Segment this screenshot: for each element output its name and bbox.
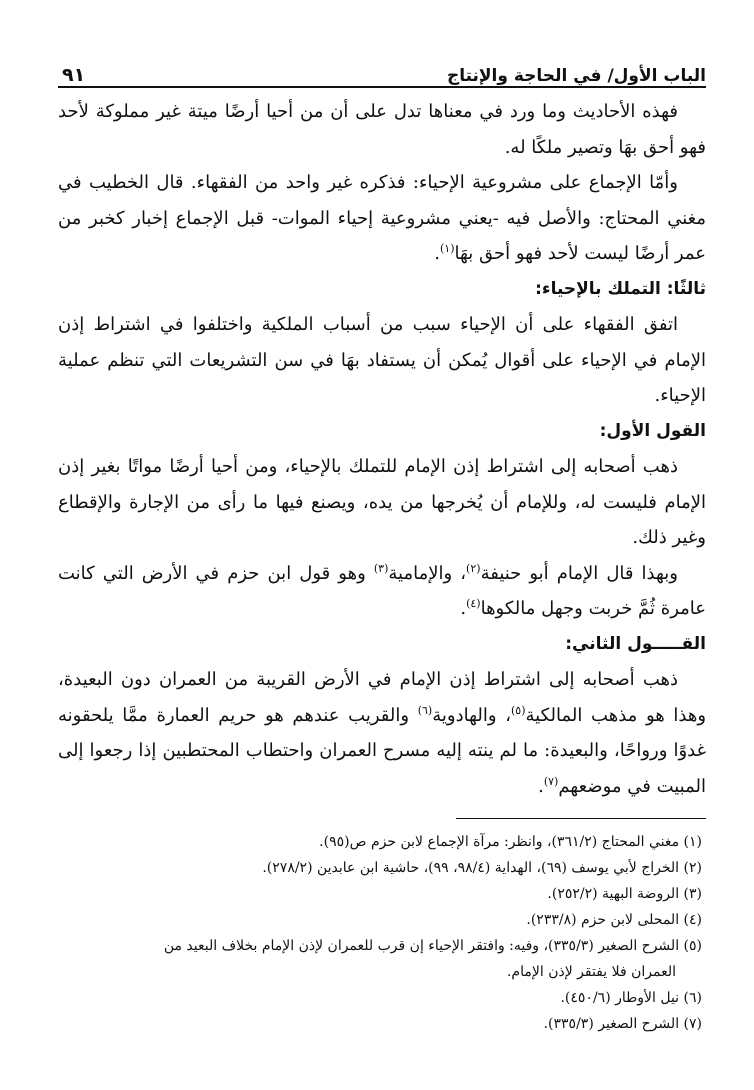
footnote-2: (٢) الخراج لأبي يوسف (٦٩)، الهداية (٩٨/٤، ٩٩)، حاشية ابن عابدين (٢٧٨/٢). [262,860,702,876]
footnote-ref-2[interactable]: (٢) [466,561,481,575]
footnote-5: (٥) الشرح الصغير (٣٣٥/٣)، وفيه: وافتقر الإحياء إن قرب للعمران لإذن الإمام بخلاف البعيد من [163,938,702,954]
footnote-ref-1[interactable]: (١) [439,242,455,255]
footnote-divider [456,818,706,819]
footnote-1: (١) مغني المحتاج (٣٦١/٢)، وانظر: مرآة الإجماع لابن حزم ص(٩٥). [319,834,702,850]
footnotes [58,829,706,1037]
section-heading-first-opinion: القول الأول: [599,420,706,441]
paragraph-first-opinion: ذهب أصحابه إلى اشتراط إذن الإمام للتملك بالإحياء، ومن أحيا أرضًا مواتًا بغير إذن الإمام فليست له، وللإمام أن يُخرجها من يده، ويصنع فيها ما رأى من الإجارة والإقطاع وغير ذلك. [58,456,706,548]
paragraph-ijma [58,165,706,272]
paragraph-text: ، والإمامية [388,562,467,584]
chapter-title: الباب الأول/ في الحاجة والإنتاج [446,66,706,86]
footnote-ref-3[interactable]: (٣) [373,561,389,575]
paragraph-end: . [460,598,467,619]
footnote-3: (٣) الروضة البهية (٢٥٢/٢). [547,886,702,902]
footnote-ref-6[interactable]: (٦) [417,703,433,717]
footnote-6: (٦) نيل الأوطار (٤٥٠/٦). [560,990,702,1006]
paragraph-text: وهو قول ابن حزم في الأرض التي كانت عامرة ثُمَّ خربت وجهل مالكوها [58,562,706,619]
paragraph-agreement: اتفق الفقهاء على أن الإحياء سبب من أسباب الملكية واختلفوا في اشتراط إذن الإمام في الإحياء على أقوال يُمكن أن يستفاد بهَا في سن التشريعات التي تنظم عملية الإحياء. [58,314,706,406]
footnote-ref-4[interactable]: (٤) [466,597,481,610]
paragraph-text: وبهذا قال الإمام أبو حنيفة [480,562,679,584]
paragraph-text: والقريب عندهم هو حريم العمارة ممَّا يلحقونه غدوًا ورواحًا، والبعيدة: ما لم ينته إليه مسرح العمران واحتطاب المحتطبين إذا رجعوا إلى المبيت في موضعهم [58,704,706,797]
page-header [58,52,706,88]
footnote-7: (٧) الشرح الصغير (٣٣٥/٣). [543,1016,702,1032]
book-page [58,52,706,1062]
paragraph-end: . [434,243,440,264]
paragraph-end: . [538,775,544,797]
footnote-ref-7[interactable]: (٧) [543,774,559,788]
paragraph-first-opinion-holders [58,556,706,627]
footnote-4: (٤) المحلى لابن حزم (٢٣٣/٨). [526,912,702,928]
section-heading-second-opinion: القـــــول الثاني: [565,633,706,654]
paragraph-second-opinion [58,662,706,804]
paragraph-hadith-summary: فهذه الأحاديث وما ورد في معناها تدل على أن من أحيا أرضًا ميتة غير مملوكة لأحد فهو أحق بهَا وتصير ملكًا له. [58,101,706,158]
section-heading-third: ثالثًا: التملك بالإحياء: [535,278,706,299]
paragraph-text: ذهب أصحابه إلى اشتراط إذن الإمام في الأرض القريبة من العمران دون البعيدة، وهذا هو مذهب المالكية [58,669,707,726]
footnote-5-continued: العمران فلا يفتقر لإذن الإمام. [506,964,676,980]
paragraph-text: ، والهادوية [432,704,511,726]
page-number: ٩١ [62,64,86,86]
page-body [58,94,706,804]
paragraph-text: وأمّا الإجماع على مشروعية الإحياء: فذكره غير واحد من الفقهاء. قال الخطيب في مغني المحتاج: والأصل فيه -يعني مشروعية إحياء الموات- قبل الإجماع إخبار كخبر من عمر أرضًا ليست لأحد فهو أحق بهَا [58,172,706,264]
footnote-ref-5[interactable]: (٥) [511,703,526,717]
